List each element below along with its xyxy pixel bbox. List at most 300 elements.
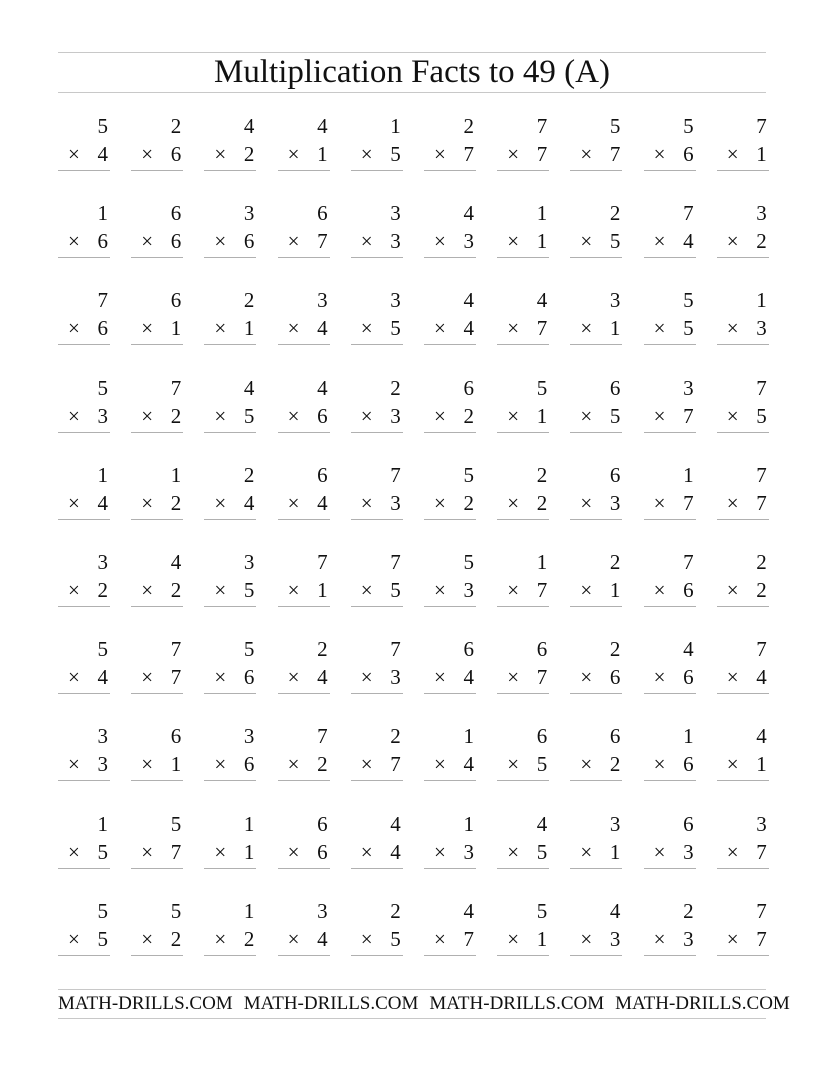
answer-line — [278, 955, 330, 956]
problem — [58, 200, 110, 260]
multiplicand: 5 — [609, 114, 621, 138]
multiplicand: 6 — [609, 375, 621, 400]
times-sign: × — [726, 490, 739, 515]
times-sign: × — [653, 490, 666, 515]
problem — [58, 113, 110, 173]
times-sign: × — [434, 578, 446, 602]
footer-watermark-text: MATH-DRILLS.COM — [429, 993, 605, 1014]
multiplier: 7 — [756, 926, 767, 951]
answer-line — [58, 780, 110, 781]
problem — [424, 636, 476, 696]
multiplicand: 1 — [463, 811, 474, 836]
page-title: Multiplication Facts to 49 (A) — [214, 54, 610, 90]
times-sign: × — [726, 403, 739, 428]
problem — [497, 200, 549, 260]
answer-line — [497, 257, 549, 258]
answer-line — [424, 606, 476, 607]
times-sign: × — [726, 578, 739, 602]
multiplier: 1 — [609, 316, 621, 341]
multiplicand: 1 — [243, 811, 255, 836]
multiplier: 7 — [536, 142, 548, 166]
answer-line — [424, 257, 476, 258]
multiplier: 3 — [463, 578, 474, 602]
multiplier: 6 — [243, 752, 255, 777]
multiplicand: 3 — [390, 288, 401, 313]
multiplier: 6 — [683, 142, 694, 166]
multiplicand: 6 — [170, 724, 182, 749]
answer-line — [570, 780, 622, 781]
multiplier: 6 — [170, 229, 182, 254]
multiplier: 2 — [463, 490, 474, 515]
times-sign: × — [507, 490, 520, 515]
answer-line — [131, 868, 183, 869]
problem — [717, 549, 769, 609]
multiplier: 4 — [463, 665, 474, 690]
multiplicand: 2 — [683, 898, 694, 923]
times-sign: × — [287, 839, 300, 864]
times-sign: × — [287, 926, 300, 951]
problem — [644, 898, 696, 958]
answer-line — [351, 432, 403, 433]
multiplier: 2 — [609, 752, 621, 777]
multiplicand: 5 — [536, 375, 548, 400]
times-sign: × — [580, 490, 593, 515]
times-sign: × — [726, 229, 739, 254]
multiplicand: 7 — [756, 114, 767, 138]
multiplicand: 6 — [463, 637, 474, 662]
multiplicand: 5 — [463, 550, 474, 574]
times-sign: × — [726, 142, 739, 166]
answer-line — [278, 868, 330, 869]
problem — [497, 462, 549, 522]
problem — [424, 549, 476, 609]
answer-line — [717, 344, 769, 345]
times-sign: × — [726, 839, 739, 864]
times-sign: × — [507, 229, 520, 254]
multiplier: 5 — [390, 316, 401, 341]
answer-line — [278, 257, 330, 258]
multiplier: 3 — [390, 490, 401, 515]
times-sign: × — [141, 403, 154, 428]
problem — [204, 375, 256, 435]
multiplicand: 7 — [683, 201, 694, 226]
multiplicand: 2 — [390, 375, 401, 400]
answer-line — [717, 868, 769, 869]
times-sign: × — [360, 316, 373, 341]
answer-line — [58, 432, 110, 433]
multiplier: 3 — [390, 229, 401, 254]
times-sign: × — [507, 926, 520, 951]
problem — [58, 549, 110, 609]
multiplier: 6 — [170, 142, 182, 166]
problem — [351, 898, 403, 958]
times-sign: × — [68, 578, 80, 602]
times-sign: × — [653, 665, 666, 690]
answer-line — [58, 955, 110, 956]
problem — [424, 375, 476, 435]
answer-line — [424, 344, 476, 345]
multiplicand: 6 — [317, 462, 328, 487]
multiplier: 1 — [170, 752, 182, 777]
problem — [570, 462, 622, 522]
times-sign: × — [580, 316, 593, 341]
times-sign: × — [726, 316, 739, 341]
multiplicand: 6 — [536, 724, 548, 749]
answer-line — [424, 780, 476, 781]
answer-line — [204, 432, 256, 433]
problem — [644, 287, 696, 347]
multiplicand: 7 — [683, 550, 694, 574]
multiplier: 4 — [683, 229, 694, 254]
times-sign: × — [434, 839, 446, 864]
problem — [58, 636, 110, 696]
multiplier: 6 — [683, 665, 694, 690]
multiplier: 5 — [536, 839, 548, 864]
multiplier: 1 — [317, 578, 328, 602]
problem — [278, 200, 330, 260]
answer-line — [570, 257, 622, 258]
answer-line — [204, 868, 256, 869]
multiplier: 2 — [756, 578, 767, 602]
multiplier: 2 — [317, 752, 328, 777]
multiplicand: 1 — [170, 462, 182, 487]
answer-line — [717, 432, 769, 433]
multiplier: 2 — [243, 926, 255, 951]
multiplier: 4 — [97, 490, 108, 515]
times-sign: × — [68, 490, 80, 515]
problem — [204, 113, 256, 173]
problem — [717, 811, 769, 871]
answer-line — [497, 868, 549, 869]
problem-grid — [58, 113, 768, 983]
multiplicand: 7 — [390, 462, 401, 487]
answer-line — [351, 519, 403, 520]
answer-line — [570, 955, 622, 956]
times-sign: × — [434, 926, 446, 951]
problem — [644, 636, 696, 696]
multiplicand: 4 — [317, 114, 328, 138]
problem — [424, 200, 476, 260]
multiplier: 7 — [756, 490, 767, 515]
multiplier: 7 — [536, 578, 548, 602]
multiplicand: 2 — [609, 201, 621, 226]
answer-line — [131, 170, 183, 171]
multiplicand: 4 — [170, 550, 182, 574]
problem — [131, 549, 183, 609]
times-sign: × — [360, 665, 373, 690]
multiplicand: 7 — [756, 462, 767, 487]
multiplicand: 5 — [243, 637, 255, 662]
times-sign: × — [580, 665, 593, 690]
times-sign: × — [360, 839, 373, 864]
times-sign: × — [580, 926, 593, 951]
multiplicand: 5 — [683, 114, 694, 138]
multiplier: 7 — [683, 490, 694, 515]
multiplicand: 5 — [536, 898, 548, 923]
multiplier: 3 — [609, 926, 621, 951]
multiplier: 7 — [683, 403, 694, 428]
answer-line — [131, 693, 183, 694]
problem — [131, 723, 183, 783]
problem — [278, 549, 330, 609]
problem — [278, 898, 330, 958]
multiplicand: 4 — [463, 898, 474, 923]
answer-line — [570, 693, 622, 694]
problem — [570, 200, 622, 260]
problem — [570, 113, 622, 173]
answer-line — [570, 868, 622, 869]
multiplicand: 3 — [609, 288, 621, 313]
multiplier: 2 — [243, 142, 255, 166]
multiplicand: 6 — [609, 462, 621, 487]
answer-line — [204, 955, 256, 956]
times-sign: × — [726, 665, 739, 690]
answer-line — [717, 780, 769, 781]
problem — [497, 375, 549, 435]
multiplier: 2 — [170, 926, 182, 951]
times-sign: × — [214, 490, 227, 515]
answer-line — [351, 780, 403, 781]
problem — [278, 375, 330, 435]
multiplicand: 3 — [97, 724, 108, 749]
multiplicand: 1 — [756, 288, 767, 313]
multiplier: 5 — [390, 926, 401, 951]
multiplier: 5 — [97, 839, 108, 864]
multiplier: 7 — [536, 316, 548, 341]
times-sign: × — [434, 752, 446, 777]
problem — [351, 287, 403, 347]
answer-line — [644, 170, 696, 171]
multiplier: 5 — [609, 229, 621, 254]
problem — [131, 113, 183, 173]
problem — [204, 723, 256, 783]
problem — [644, 549, 696, 609]
answer-line — [204, 693, 256, 694]
multiplier: 1 — [609, 578, 621, 602]
problem — [717, 898, 769, 958]
answer-line — [424, 170, 476, 171]
answer-line — [424, 955, 476, 956]
answer-line — [644, 344, 696, 345]
answer-line — [131, 257, 183, 258]
problem — [351, 200, 403, 260]
times-sign: × — [141, 665, 154, 690]
multiplier: 3 — [97, 752, 108, 777]
multiplier: 6 — [683, 578, 694, 602]
multiplier: 7 — [170, 665, 182, 690]
times-sign: × — [580, 752, 593, 777]
problem — [424, 462, 476, 522]
multiplicand: 7 — [317, 724, 328, 749]
multiplicand: 5 — [97, 637, 108, 662]
times-sign: × — [507, 578, 520, 602]
multiplier: 4 — [463, 752, 474, 777]
problem — [278, 811, 330, 871]
times-sign: × — [68, 142, 80, 166]
multiplier: 3 — [756, 316, 767, 341]
times-sign: × — [141, 142, 154, 166]
multiplicand: 6 — [463, 375, 474, 400]
multiplicand: 6 — [536, 637, 548, 662]
times-sign: × — [214, 665, 227, 690]
problem — [717, 375, 769, 435]
footer-watermark-text: MATH-DRILLS.COM — [58, 993, 233, 1014]
times-sign: × — [507, 665, 520, 690]
multiplicand: 1 — [536, 550, 548, 574]
multiplicand: 2 — [170, 114, 182, 138]
answer-line — [204, 780, 256, 781]
times-sign: × — [580, 142, 593, 166]
multiplicand: 1 — [683, 724, 694, 749]
answer-line — [570, 344, 622, 345]
times-sign: × — [214, 926, 227, 951]
times-sign: × — [287, 229, 300, 254]
problem — [497, 723, 549, 783]
answer-line — [351, 257, 403, 258]
problem — [58, 723, 110, 783]
multiplier: 7 — [170, 839, 182, 864]
multiplicand: 1 — [97, 462, 108, 487]
multiplicand: 2 — [317, 637, 328, 662]
answer-line — [717, 606, 769, 607]
multiplier: 2 — [170, 578, 182, 602]
problem — [58, 462, 110, 522]
multiplicand: 4 — [756, 724, 767, 749]
times-sign: × — [653, 839, 666, 864]
answer-line — [351, 868, 403, 869]
answer-line — [570, 519, 622, 520]
times-sign: × — [580, 578, 593, 602]
answer-line — [131, 432, 183, 433]
answer-line — [497, 432, 549, 433]
multiplicand: 7 — [390, 550, 401, 574]
multiplier: 5 — [243, 578, 255, 602]
multiplicand: 2 — [390, 898, 401, 923]
times-sign: × — [434, 229, 446, 254]
answer-line — [278, 344, 330, 345]
multiplier: 7 — [463, 142, 474, 166]
problem — [424, 898, 476, 958]
answer-line — [497, 519, 549, 520]
multiplicand: 1 — [463, 724, 474, 749]
multiplicand: 4 — [317, 375, 328, 400]
multiplier: 4 — [97, 665, 108, 690]
multiplicand: 6 — [170, 201, 182, 226]
multiplier: 1 — [536, 926, 548, 951]
problem — [644, 811, 696, 871]
times-sign: × — [507, 403, 520, 428]
multiplicand: 5 — [170, 811, 182, 836]
multiplier: 1 — [317, 142, 328, 166]
multiplicand: 2 — [243, 288, 255, 313]
times-sign: × — [360, 229, 373, 254]
multiplier: 4 — [317, 316, 328, 341]
multiplicand: 2 — [609, 550, 621, 574]
multiplicand: 7 — [536, 114, 548, 138]
multiplier: 6 — [243, 665, 255, 690]
answer-line — [497, 780, 549, 781]
answer-line — [351, 170, 403, 171]
problem — [58, 811, 110, 871]
times-sign: × — [287, 490, 300, 515]
times-sign: × — [214, 839, 227, 864]
times-sign: × — [360, 490, 373, 515]
answer-line — [278, 170, 330, 171]
problem — [278, 462, 330, 522]
times-sign: × — [287, 316, 300, 341]
problem — [570, 811, 622, 871]
multiplicand: 1 — [243, 898, 255, 923]
multiplier: 2 — [536, 490, 548, 515]
problem — [278, 636, 330, 696]
multiplicand: 4 — [463, 288, 474, 313]
answer-line — [204, 170, 256, 171]
answer-line — [278, 432, 330, 433]
multiplicand: 4 — [390, 811, 401, 836]
multiplicand: 7 — [170, 375, 182, 400]
times-sign: × — [68, 403, 80, 428]
multiplicand: 5 — [463, 462, 474, 487]
multiplicand: 6 — [683, 811, 694, 836]
multiplicand: 6 — [609, 724, 621, 749]
multiplier: 1 — [536, 229, 548, 254]
problem — [351, 811, 403, 871]
multiplicand: 4 — [536, 288, 548, 313]
multiplicand: 2 — [243, 462, 255, 487]
times-sign: × — [434, 490, 446, 515]
answer-line — [497, 955, 549, 956]
answer-line — [424, 519, 476, 520]
times-sign: × — [434, 403, 446, 428]
multiplier: 2 — [463, 403, 474, 428]
multiplier: 2 — [170, 490, 182, 515]
times-sign: × — [68, 665, 80, 690]
multiplicand: 3 — [317, 898, 328, 923]
times-sign: × — [360, 578, 373, 602]
times-sign: × — [580, 229, 593, 254]
problem — [131, 462, 183, 522]
multiplicand: 3 — [243, 550, 255, 574]
problem — [570, 287, 622, 347]
answer-line — [717, 955, 769, 956]
times-sign: × — [287, 403, 300, 428]
answer-line — [278, 519, 330, 520]
multiplicand: 1 — [390, 114, 401, 138]
multiplier: 6 — [317, 839, 328, 864]
problem — [204, 462, 256, 522]
multiplier: 5 — [243, 403, 255, 428]
multiplicand: 3 — [97, 550, 108, 574]
problem — [131, 636, 183, 696]
times-sign: × — [287, 752, 300, 777]
answer-line — [204, 519, 256, 520]
times-sign: × — [214, 752, 227, 777]
multiplicand: 3 — [390, 201, 401, 226]
times-sign: × — [360, 403, 373, 428]
times-sign: × — [214, 229, 227, 254]
multiplier: 1 — [170, 316, 182, 341]
multiplicand: 4 — [609, 898, 621, 923]
times-sign: × — [653, 316, 666, 341]
answer-line — [131, 519, 183, 520]
answer-line — [644, 955, 696, 956]
times-sign: × — [434, 142, 446, 166]
multiplicand: 1 — [683, 462, 694, 487]
problem — [644, 375, 696, 435]
problem — [204, 811, 256, 871]
multiplier: 7 — [609, 142, 621, 166]
problem — [131, 287, 183, 347]
